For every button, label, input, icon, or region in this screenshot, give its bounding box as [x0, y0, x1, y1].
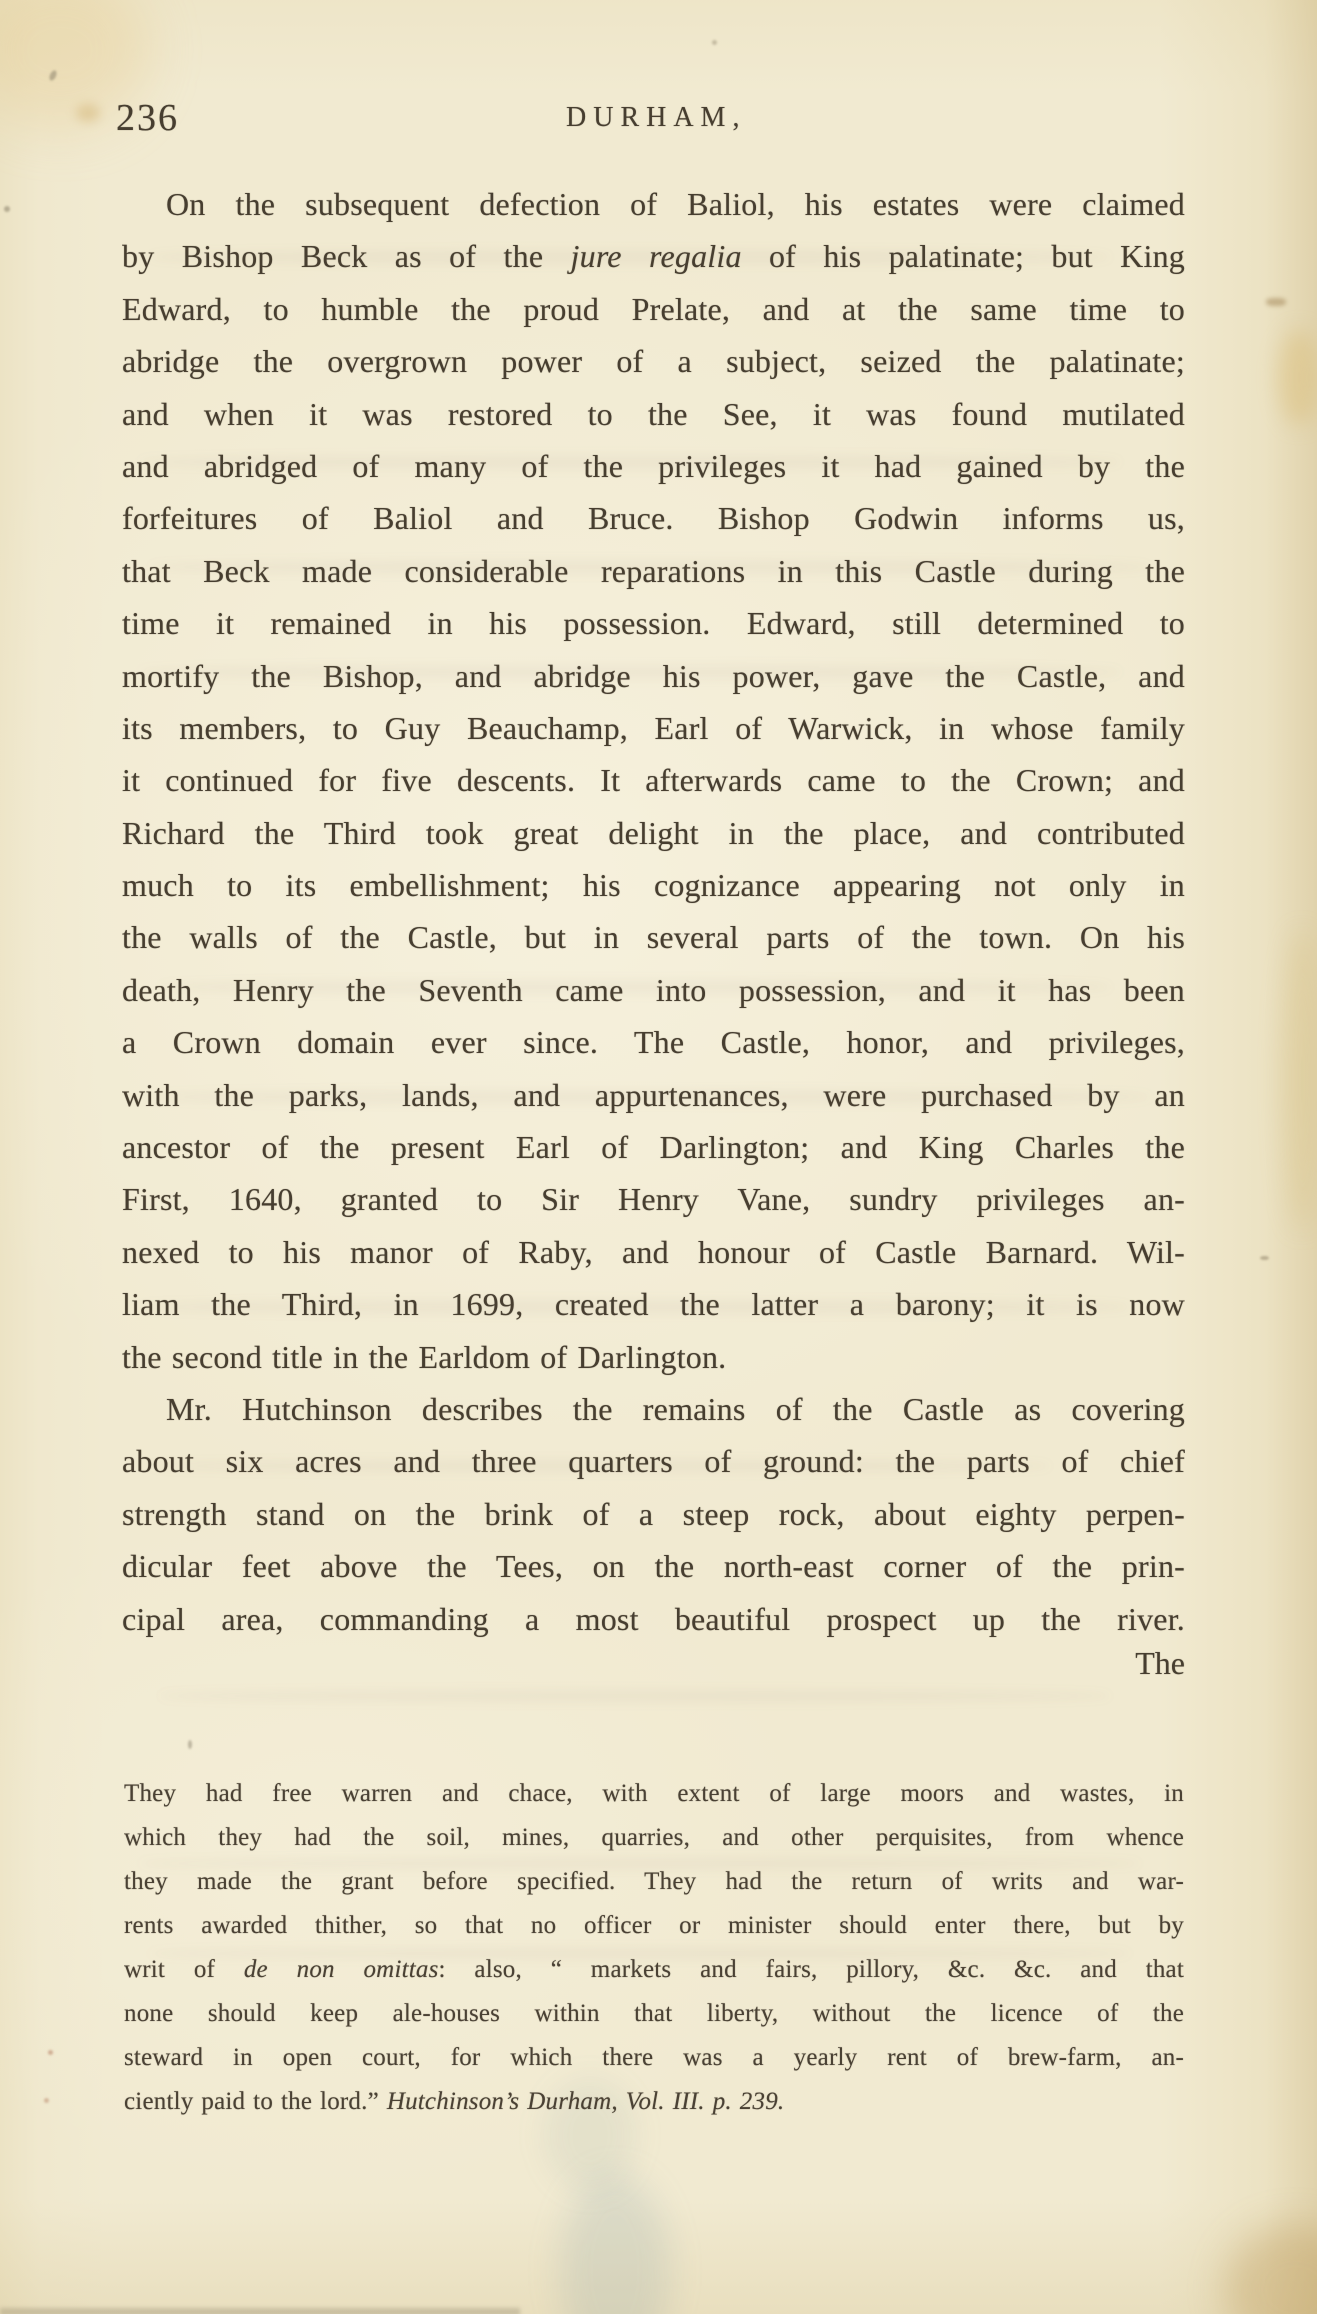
text-segment: mortify the Bishop, and abridge his power, gave the Castle, and — [122, 657, 1185, 694]
ink-speck — [48, 2050, 53, 2055]
text-line — [122, 1435, 1185, 1487]
text-line — [124, 1904, 1184, 1948]
text-line — [122, 335, 1185, 387]
catchword: The — [1135, 1645, 1185, 1681]
text-segment: ancestor of the present Earl of Darlington; and King Charles the — [122, 1129, 1185, 1166]
footnote — [124, 1772, 1184, 2124]
text-line — [124, 2036, 1184, 2080]
text-line — [122, 754, 1185, 806]
paper-stain-bottom-right — [1225, 2225, 1317, 2314]
text-line — [122, 1593, 1185, 1645]
text-segment: writ of — [124, 1956, 244, 1983]
text-line — [124, 1772, 1184, 1816]
text-segment: which they had the soil, mines, quarries, and other perquisites, from whence — [124, 1824, 1184, 1851]
ink-speck — [4, 206, 10, 212]
text-line — [122, 1278, 1185, 1330]
ink-speck — [1260, 1256, 1269, 1260]
text-line — [122, 230, 1185, 282]
text-segment: a Crown domain ever since. The Castle, honor, and privileges, — [122, 1024, 1185, 1061]
ink-speck — [44, 2098, 49, 2103]
text-segment: They had free warren and chace, with extent of large moors and wastes, in — [124, 1780, 1184, 1807]
text-line — [122, 1173, 1185, 1225]
text-line — [122, 859, 1185, 911]
text-segment: nexed to his manor of Raby, and honour of Castle Barnard. Wil- — [122, 1233, 1185, 1270]
text-segment: the second title in the Earldom of Darlington. — [122, 1338, 727, 1375]
text-segment: it continued for five descents. It afterwards came to the Crown; and — [122, 762, 1185, 799]
text-segment: with the parks, lands, and appurtenances, were purchased by an — [122, 1076, 1185, 1113]
text-segment: steward in open court, for which there was a yearly rent of brew-farm, an- — [124, 2044, 1184, 2071]
text-segment: none should keep ale-houses within that liberty, without the licence of the — [124, 2000, 1184, 2027]
text-line — [122, 1121, 1185, 1173]
ink-speck — [48, 69, 58, 82]
text-line — [124, 1948, 1184, 1992]
page-number: 236 — [116, 97, 179, 139]
text-segment: Mr. Hutchinson describes the remains of the Castle as covering — [166, 1390, 1185, 1427]
text-line — [122, 1488, 1185, 1540]
text-line — [122, 964, 1185, 1016]
ink-speck — [712, 40, 717, 45]
text-segment: and when it was restored to the See, it was found mutilated — [122, 395, 1185, 432]
text-segment: rents awarded thither, so that no officer or minister should enter there, but by — [124, 1912, 1184, 1939]
paper-stain-near-pagenum — [76, 104, 100, 122]
text-line — [122, 1331, 1185, 1383]
italic-text: jure regalia — [570, 238, 742, 275]
text-line — [122, 388, 1185, 440]
paper-smudge-bottom — [560, 2175, 670, 2314]
text-segment: of his palatinate; but King — [741, 238, 1185, 275]
show-through-ghost — [160, 1690, 1110, 1702]
text-segment: much to its embellishment; his cognizance appearing not only in — [122, 867, 1185, 904]
text-line — [122, 702, 1185, 754]
text-segment: ciently paid to the lord.” — [124, 2088, 387, 2115]
text-segment: about six acres and three quarters of ground: the parts of chief — [122, 1443, 1185, 1480]
italic-text: Hutchinson’s Durham, Vol. III. p. 239. — [386, 2088, 785, 2115]
text-segment: that Beck made considerable reparations in this Castle during the — [122, 552, 1185, 589]
text-line — [122, 911, 1185, 963]
text-line — [122, 283, 1185, 335]
text-segment: abridge the overgrown power of a subject, seized the palatinate; — [122, 343, 1185, 380]
text-line — [122, 1383, 1185, 1435]
text-segment: Edward, to humble the proud Prelate, and at the same time to — [122, 290, 1185, 327]
text-line — [122, 1016, 1185, 1068]
text-line — [122, 807, 1185, 859]
paper-stain-right-middle — [1282, 930, 1317, 1230]
paper-mark-right-edge — [1266, 298, 1286, 306]
text-line — [122, 650, 1185, 702]
text-line — [122, 1069, 1185, 1121]
text-segment: dicular feet above the Tees, on the north-east corner of the prin- — [122, 1548, 1185, 1585]
paper-stain-right-edge — [1278, 330, 1317, 425]
text-segment: death, Henry the Seventh came into possession, and it has been — [122, 971, 1185, 1008]
text-line — [122, 178, 1185, 230]
text-segment: and abridged of many of the privileges it had gained by the — [122, 447, 1185, 484]
text-segment: its members, to Guy Beauchamp, Earl of Warwick, in whose family — [122, 709, 1185, 746]
text-segment: liam the Third, in 1699, created the latter a barony; it is now — [122, 1286, 1185, 1323]
text-segment: forfeitures of Baliol and Bruce. Bishop Godwin informs us, — [122, 500, 1185, 537]
body-text — [122, 178, 1185, 1645]
text-line — [122, 545, 1185, 597]
text-segment: time it remained in his possession. Edward, still determined to — [122, 605, 1185, 642]
text-segment: On the subsequent defection of Baliol, his estates were claimed — [166, 186, 1185, 222]
text-line — [122, 492, 1185, 544]
text-line — [122, 1540, 1185, 1592]
catchword-row — [122, 1645, 1185, 1682]
ink-speck — [188, 1740, 192, 1749]
text-line — [124, 1816, 1184, 1860]
text-line — [124, 1992, 1184, 2036]
text-line — [122, 597, 1185, 649]
text-segment: they made the grant before specified. They had the return of writs and war- — [124, 1868, 1184, 1895]
text-segment: by Bishop Beck as of the — [122, 238, 571, 275]
running-header: DURHAM, — [566, 102, 747, 133]
text-segment: cipal area, commanding a most beautiful prospect up the river. — [122, 1600, 1185, 1637]
text-segment: Richard the Third took great delight in the place, and contributed — [122, 814, 1185, 851]
text-line — [124, 2080, 1184, 2124]
text-segment: First, 1640, granted to Sir Henry Vane, sundry privileges an- — [122, 1181, 1185, 1218]
scan-edge-shadow — [0, 2308, 520, 2314]
text-line — [124, 1860, 1184, 1904]
text-segment: : also, “ markets and fairs, pillory, &c. &c. and that — [438, 1956, 1184, 1983]
text-segment: the walls of the Castle, but in several parts of the town. On his — [122, 919, 1185, 956]
text-line — [122, 440, 1185, 492]
text-segment: strength stand on the brink of a steep rock, about eighty perpen- — [122, 1495, 1185, 1532]
italic-text: de non omittas — [243, 1956, 439, 1983]
text-line — [122, 1226, 1185, 1278]
